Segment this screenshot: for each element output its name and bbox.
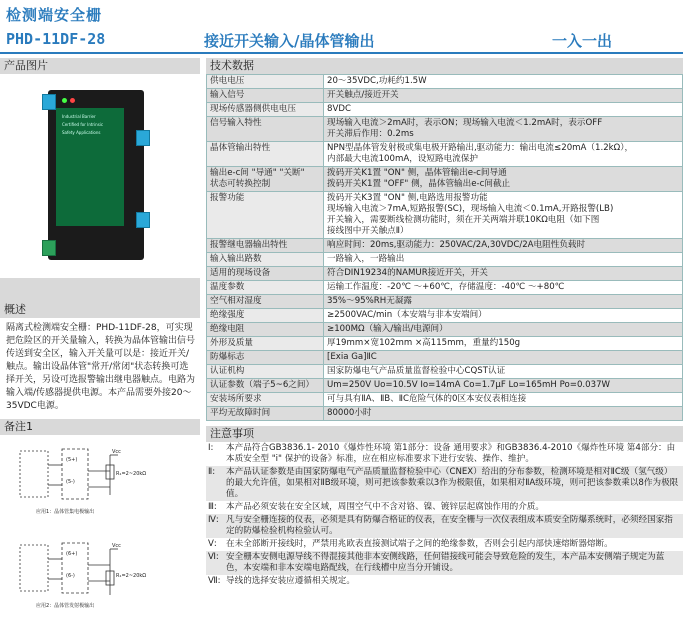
terminal-label: (6-) xyxy=(66,573,75,579)
spec-value: [Exia Ga]ⅡC xyxy=(324,351,683,365)
notes-list xyxy=(206,442,683,588)
spec-value: 现场输入电流＞2mA时，表示ON；现场输入电流＜1.2mA时，表示OFF 开关滞后作用：0.2ms xyxy=(324,117,683,142)
note-number: Ⅵ: xyxy=(208,552,219,562)
device-image xyxy=(48,90,144,260)
product-model: PHD-11DF-28 xyxy=(6,30,106,48)
spec-row xyxy=(207,407,683,421)
spec-key: 输出e-c间 "导通" "关断" 状态可转换控制 xyxy=(207,167,324,192)
terminal-label: (5+) xyxy=(66,457,78,463)
header-divider xyxy=(0,52,683,54)
spec-key: 外形及质量 xyxy=(207,337,324,351)
spec-row xyxy=(207,379,683,393)
note-text: 本产品认证参数是由国家防爆电气产品质量监督检验中心（CNEX）给出的分布参数，检测环境是相对ⅡC级（氢气级）的最大允许值，如果相对ⅡB级环境，则可把该参数乘以3作为极限值，如果相对ⅡA级环境，则可把该参数乘以8作为极限值。 xyxy=(226,467,679,499)
io-count: 一入一出 xyxy=(552,32,613,50)
spec-row xyxy=(207,192,683,239)
spec-value: ≥2500VAC/min（本安端与非本安端间） xyxy=(324,309,683,323)
spec-value: Um=250V Uo=10.5V Io=14mA Co=1.7μF Lo=165mH Po=0.037W xyxy=(324,379,683,393)
spec-value: 拨码开关K1置 "ON" 侧，晶体管输出e-c间导通 拨码开关K1置 "OFF" 侧，晶体管输出e-c间截止 xyxy=(324,167,683,192)
terminal-label: (5-) xyxy=(66,479,75,485)
spec-row xyxy=(207,75,683,89)
spec-row xyxy=(207,117,683,142)
spec-key: 输入信号 xyxy=(207,89,324,103)
notes-section-label: 注意事项 xyxy=(206,426,683,442)
spec-value: 一路输入，一路输出 xyxy=(324,253,683,267)
spec-key: 认证机构 xyxy=(207,365,324,379)
left-column xyxy=(0,58,200,625)
spec-row xyxy=(207,337,683,351)
spec-value: 35%～95%RH无凝露 xyxy=(324,295,683,309)
spec-key: 空气相对湿度 xyxy=(207,295,324,309)
terminal-block-icon xyxy=(136,130,150,146)
product-subtitle: 接近开关输入/晶体管输出 xyxy=(204,32,375,50)
spec-value: 开关触点/接近开关 xyxy=(324,89,683,103)
note-item xyxy=(206,514,683,538)
spec-key: 温度参数 xyxy=(207,281,324,295)
photo-section-label: 产品图片 xyxy=(0,58,200,74)
spec-value: 8VDC xyxy=(324,103,683,117)
spec-row xyxy=(207,351,683,365)
spec-row xyxy=(207,365,683,379)
spec-value: 厚19mm×宽102mm ×高115mm，重量约150g xyxy=(324,337,683,351)
spec-value: 可与具有ⅡA、ⅡB、ⅡC危险气体的0区本安仪表相连接 xyxy=(324,393,683,407)
remark-section-label: 备注1 xyxy=(0,419,200,435)
note-item xyxy=(206,442,683,466)
note-text: 凡与安全栅连接的仪表，必须是具有防爆合格证的仪表，在安全栅与一次仪表组成本质安全防爆系统时，必须经国家指定的防爆检验机构检验认可。 xyxy=(226,515,673,536)
spec-row xyxy=(207,295,683,309)
terminal-block-icon xyxy=(42,240,56,256)
spec-value: ≥100MΩ（输入/输出/电源间） xyxy=(324,323,683,337)
note-item xyxy=(206,538,683,551)
note-number: Ⅴ: xyxy=(208,539,217,549)
spec-value: 响应时间：20ms,驱动能力：250VAC/2A,30VDC/2A电阻性负载时 xyxy=(324,239,683,253)
spec-key: 报警功能 xyxy=(207,192,324,239)
spec-key: 报警继电器输出特性 xyxy=(207,239,324,253)
wiring-diagram xyxy=(0,435,200,625)
note-number: Ⅲ: xyxy=(208,502,217,512)
device-face: Industrial Barrier Certified for Intrinsic Safety Applications xyxy=(56,108,124,226)
note-number: Ⅱ: xyxy=(208,467,216,477)
note-text: 本产品必须安装在安全区域，周围空气中不含对铬、镍、镀锌层起腐蚀作用的介质。 xyxy=(226,502,544,512)
spec-row xyxy=(207,103,683,117)
spec-row xyxy=(207,167,683,192)
spec-row xyxy=(207,239,683,253)
product-photo xyxy=(0,74,200,278)
spec-row xyxy=(207,253,683,267)
spec-key: 现场传感器侧供电电压 xyxy=(207,103,324,117)
note-item xyxy=(206,466,683,501)
spec-row xyxy=(207,89,683,103)
product-title: 检测端安全栅 xyxy=(6,6,103,24)
spec-key: 适用的现场设备 xyxy=(207,267,324,281)
terminal-block-icon xyxy=(136,212,150,228)
note-number: Ⅳ: xyxy=(208,515,219,525)
wiring-diagram-svg xyxy=(0,435,200,625)
spec-key: 绝缘强度 xyxy=(207,309,324,323)
note-text: 在未全部断开接线时，严禁用兆欧表直接测试端子之间的绝缘参数，否则会引起内部快速熔断器熔断。 xyxy=(226,539,613,549)
vcc-label: Vcc xyxy=(112,449,121,455)
spec-row xyxy=(207,393,683,407)
spec-table xyxy=(206,74,683,421)
spec-row xyxy=(207,281,683,295)
note-text: 导线的选择安装应遵循相关规定。 xyxy=(226,576,355,586)
led-icon xyxy=(62,98,67,103)
spec-value: 拨码开关K3置 "ON" 侧,电路选用报警功能 现场输入电流＞7mA,短路报警(SC)，现场输入电流＜0.1mA,开路报警(LB) 开关输入，需要断线检测功能时，须在开关两端并联10KΩ电阻（如下图 接线图中开关触点Ⅱ） xyxy=(324,192,683,239)
note-item xyxy=(206,501,683,514)
note-text: 安全栅本安侧电源导线不得混接其他非本安侧线路，任何错接线可能会导致危险的发生，本产品本安侧端子规定为蓝色，本安端和非本安端电路配线，在行线槽中应当分开铺设。 xyxy=(226,552,665,573)
spec-row xyxy=(207,267,683,281)
application-caption: 应用2：晶体管发射极输出 xyxy=(36,603,95,609)
spec-value: 运输工作温度：-20℃ ～+60℃，存储温度：-40℃ ～+80℃ xyxy=(324,281,683,295)
overview-section-label: 概述 xyxy=(0,302,200,318)
note-number: Ⅶ: xyxy=(208,576,221,586)
terminal-block-icon xyxy=(42,94,56,110)
spacer xyxy=(0,278,200,302)
spec-row xyxy=(207,323,683,337)
spec-key: 安装场所要求 xyxy=(207,393,324,407)
load-resistor-label: R₁=2~20kΩ xyxy=(116,573,147,579)
spec-section-label: 技术数据 xyxy=(206,58,683,74)
overview-text: 隔离式检测端安全栅：PHD-11DF-28，可实现把危险区的开关量输入，转换为晶体管输出信号传送到安全区，输入开关量可以是：接近开关/触点。输出设晶体管"常开/常闭"状态转换可选择开关，另设可选报警输出继电器触点。电路为输入端/传感器提供电源。本产品需要外接20～35VDC电源。 xyxy=(6,323,196,411)
spec-value: 80000小时 xyxy=(324,407,683,421)
note-number: Ⅰ: xyxy=(208,443,214,453)
terminal-label: (6+) xyxy=(66,551,78,557)
spec-row xyxy=(207,142,683,167)
spec-key: 绝缘电阻 xyxy=(207,323,324,337)
application-caption: 应用1：晶体管集电极输出 xyxy=(36,509,95,515)
right-column xyxy=(206,58,683,588)
spec-value: 20～35VDC,功耗约1.5W xyxy=(324,75,683,89)
spec-value: 国家防爆电气产品质量监督检验中心CQST认证 xyxy=(324,365,683,379)
spec-key: 信号输入特性 xyxy=(207,117,324,142)
spec-key: 防爆标志 xyxy=(207,351,324,365)
vcc-label: Vcc xyxy=(112,543,121,549)
load-resistor-label: R₁=2~20kΩ xyxy=(116,471,147,477)
spec-value: NPN型晶体管发射极或集电极开路输出,驱动能力：输出电流≤20mA（1.2kΩ）， 内部最大电流100mA，设短路电流保护 xyxy=(324,142,683,167)
spec-key: 输入输出路数 xyxy=(207,253,324,267)
spec-row xyxy=(207,309,683,323)
spec-key: 晶体管输出特性 xyxy=(207,142,324,167)
spec-key: 认证参数（端子5~6之间） xyxy=(207,379,324,393)
spec-value: 符合DIN19234的NAMUR接近开关，开关 xyxy=(324,267,683,281)
led-icon xyxy=(70,98,75,103)
note-item xyxy=(206,551,683,575)
note-item xyxy=(206,575,683,588)
note-text: 本产品符合GB3836.1- 2010《爆炸性环境 第1部分：设备 通用要求》和GB3836.4-2010《爆炸性环境 第4部分：由本质安全型 "i" 保护的设备》标准，应在相应标准要求下进行安装、操作、维护。 xyxy=(226,443,676,464)
spec-key: 平均无故障时间 xyxy=(207,407,324,421)
spec-key: 供电电压 xyxy=(207,75,324,89)
